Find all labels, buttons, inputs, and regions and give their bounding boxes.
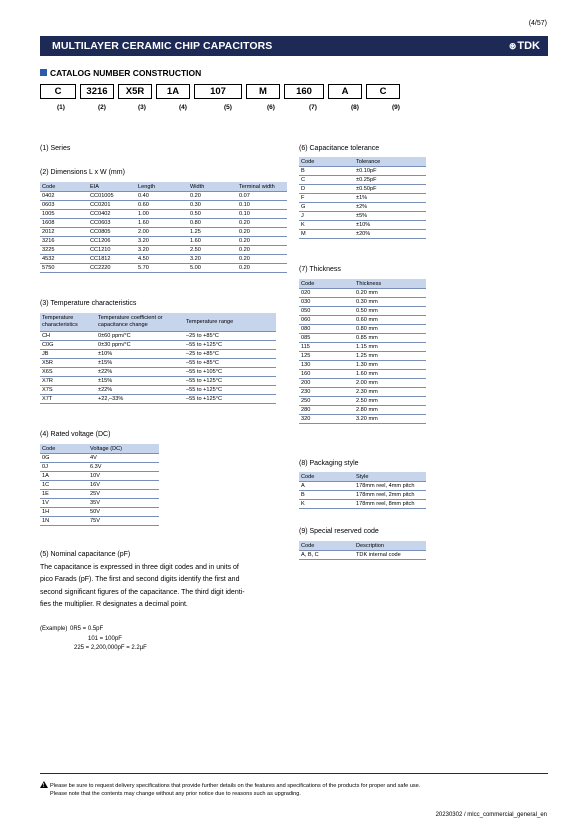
table-row bbox=[40, 192, 287, 201]
temperature-column-header: Temperature characteristics bbox=[40, 313, 96, 332]
table-row bbox=[299, 212, 426, 221]
dimensions-column-header: Width bbox=[188, 182, 237, 192]
temperature-cell: C0G bbox=[40, 341, 96, 350]
dimensions-table bbox=[40, 182, 287, 273]
series-title: (1) Series bbox=[40, 145, 71, 152]
table-row bbox=[40, 350, 276, 359]
voltage-cell: 0G bbox=[40, 454, 88, 463]
dimensions-cell: 0.40 bbox=[136, 192, 188, 201]
thickness-cell: 2.30 mm bbox=[354, 388, 426, 397]
temperature-cell: +22,–33% bbox=[96, 395, 184, 404]
tolerance-cell: ±0.10pF bbox=[354, 167, 426, 176]
nominal-line: fies the multiplier. R designates a decimal point. bbox=[40, 600, 188, 608]
dimensions-cell: CC01005 bbox=[88, 192, 136, 201]
catalog-part-tolerance: M bbox=[246, 84, 280, 99]
table-row bbox=[299, 361, 426, 370]
dimensions-cell: 5.00 bbox=[188, 264, 237, 273]
voltage-column-header: Code bbox=[40, 444, 88, 454]
table-row bbox=[299, 176, 426, 185]
thickness-cell: 1.60 mm bbox=[354, 370, 426, 379]
table-row bbox=[40, 472, 159, 481]
dimensions-cell: 0.10 bbox=[237, 210, 287, 219]
nominal-line: second significant figures of the capacitance. The third digit identi- bbox=[40, 588, 245, 596]
table-row bbox=[299, 325, 426, 334]
dimensions-cell: 4.50 bbox=[136, 255, 188, 264]
packaging-cell: 178mm reel, 2mm pitch bbox=[354, 491, 426, 500]
voltage-cell: 1A bbox=[40, 472, 88, 481]
catalog-label-8: (8) bbox=[351, 104, 359, 111]
dimensions-column-header: Terminal width bbox=[237, 182, 287, 192]
dimensions-cell: CC0402 bbox=[88, 210, 136, 219]
temperature-cell: –55 to +125°C bbox=[184, 386, 276, 395]
example-item: 0R5 = 0.5pF bbox=[70, 626, 104, 632]
temperature-cell: CH bbox=[40, 332, 96, 341]
tolerance-cell: G bbox=[299, 203, 354, 212]
thickness-cell: 0.20 mm bbox=[354, 289, 426, 298]
dimensions-cell: 0402 bbox=[40, 192, 88, 201]
dimensions-cell: 0.07 bbox=[237, 192, 287, 201]
example-label: (Example) bbox=[40, 626, 68, 632]
table-row bbox=[40, 490, 159, 499]
voltage-cell: 4V bbox=[88, 454, 159, 463]
voltage-cell: 6.3V bbox=[88, 463, 159, 472]
thickness-cell: 200 bbox=[299, 379, 354, 388]
thickness-cell: 2.80 mm bbox=[354, 406, 426, 415]
temperature-cell: –55 to +105°C bbox=[184, 368, 276, 377]
thickness-cell: 060 bbox=[299, 316, 354, 325]
page-title: MULTILAYER CERAMIC CHIP CAPACITORS bbox=[52, 40, 273, 52]
packaging-cell: A bbox=[299, 482, 354, 491]
packaging-table bbox=[299, 472, 426, 509]
document-id: 20230302 / mlcc_commercial_general_en bbox=[435, 812, 547, 818]
thickness-cell: 0.50 mm bbox=[354, 307, 426, 316]
dimensions-column-header: Length bbox=[136, 182, 188, 192]
thickness-title: (7) Thickness bbox=[299, 266, 341, 273]
table-row bbox=[299, 307, 426, 316]
tolerance-table bbox=[299, 157, 426, 239]
dimensions-cell: 1.25 bbox=[188, 228, 237, 237]
tolerance-cell: K bbox=[299, 221, 354, 230]
warning-icon bbox=[40, 781, 48, 788]
tdk-logo bbox=[509, 40, 540, 52]
special-cell: TDK internal code bbox=[354, 551, 426, 560]
table-row bbox=[40, 201, 287, 210]
dimensions-cell: 1005 bbox=[40, 210, 88, 219]
nominal-line: pico Farads (pF). The first and second digits identify the first and bbox=[40, 576, 240, 584]
thickness-cell: 050 bbox=[299, 307, 354, 316]
dimensions-cell: 2.50 bbox=[188, 246, 237, 255]
thickness-cell: 115 bbox=[299, 343, 354, 352]
tolerance-cell: ±1% bbox=[354, 194, 426, 203]
voltage-cell: 35V bbox=[88, 499, 159, 508]
dimensions-cell: CC0603 bbox=[88, 219, 136, 228]
voltage-cell: 1N bbox=[40, 517, 88, 526]
thickness-cell: 0.60 mm bbox=[354, 316, 426, 325]
thickness-column-header: Thickness bbox=[354, 279, 426, 289]
packaging-column-header: Code bbox=[299, 472, 354, 482]
dimensions-cell: CC0201 bbox=[88, 201, 136, 210]
dimensions-cell: CC0805 bbox=[88, 228, 136, 237]
header-bar bbox=[40, 36, 548, 56]
special-table bbox=[299, 541, 426, 560]
special-title: (9) Special reserved code bbox=[299, 528, 379, 535]
table-row bbox=[299, 551, 426, 560]
dimensions-cell: 1.60 bbox=[136, 219, 188, 228]
dimensions-cell: 3216 bbox=[40, 237, 88, 246]
temperature-cell: –25 to +85°C bbox=[184, 332, 276, 341]
temperature-cell: –55 to +125°C bbox=[184, 341, 276, 350]
section-title-text: CATALOG NUMBER CONSTRUCTION bbox=[50, 68, 202, 78]
example-item: 101 = 100pF bbox=[88, 635, 122, 642]
voltage-cell: 1E bbox=[40, 490, 88, 499]
voltage-cell: 16V bbox=[88, 481, 159, 490]
dimensions-column-header: Code bbox=[40, 182, 88, 192]
table-row bbox=[40, 237, 287, 246]
table-row bbox=[40, 255, 287, 264]
catalog-label-3: (3) bbox=[138, 104, 146, 111]
dimensions-cell: 3225 bbox=[40, 246, 88, 255]
footer-line-2: Please note that the contents may change without any prior notice due to reasons such as upgrading. bbox=[50, 791, 301, 797]
thickness-cell: 230 bbox=[299, 388, 354, 397]
tolerance-cell: ±20% bbox=[354, 230, 426, 239]
voltage-cell: 0J bbox=[40, 463, 88, 472]
tolerance-cell: D bbox=[299, 185, 354, 194]
table-row bbox=[299, 388, 426, 397]
table-row bbox=[299, 298, 426, 307]
dimensions-cell: 0.20 bbox=[237, 246, 287, 255]
voltage-cell: 50V bbox=[88, 508, 159, 517]
catalog-part-voltage: 1A bbox=[156, 84, 190, 99]
dimensions-cell: 1608 bbox=[40, 219, 88, 228]
table-row bbox=[299, 397, 426, 406]
table-row bbox=[299, 491, 426, 500]
table-row bbox=[40, 463, 159, 472]
dimensions-title: (2) Dimensions L x W (mm) bbox=[40, 169, 125, 176]
dimensions-cell: 0.50 bbox=[188, 210, 237, 219]
table-row bbox=[299, 289, 426, 298]
temperature-cell: 0±60 ppm/°C bbox=[96, 332, 184, 341]
tolerance-cell: ±5% bbox=[354, 212, 426, 221]
tdk-logo-text: TDK bbox=[517, 40, 540, 52]
dimensions-cell: 0.80 bbox=[188, 219, 237, 228]
temperature-cell: JB bbox=[40, 350, 96, 359]
packaging-cell: B bbox=[299, 491, 354, 500]
catalog-part-temperature: X5R bbox=[118, 84, 152, 99]
table-row bbox=[299, 370, 426, 379]
dimensions-cell: 0.30 bbox=[188, 201, 237, 210]
table-row bbox=[299, 343, 426, 352]
temperature-cell: –55 to +85°C bbox=[184, 359, 276, 368]
page-number: (4/57) bbox=[528, 20, 547, 27]
dimensions-cell: 2012 bbox=[40, 228, 88, 237]
dimensions-cell: 0.20 bbox=[237, 228, 287, 237]
table-row bbox=[299, 194, 426, 203]
dimensions-cell: CC1206 bbox=[88, 237, 136, 246]
voltage-cell: 10V bbox=[88, 472, 159, 481]
temperature-cell: X7R bbox=[40, 377, 96, 386]
temperature-cell: ±10% bbox=[96, 350, 184, 359]
tolerance-cell: ±0.25pF bbox=[354, 176, 426, 185]
catalog-part-series: C bbox=[40, 84, 76, 99]
tolerance-cell: J bbox=[299, 212, 354, 221]
catalog-part-special: C bbox=[366, 84, 400, 99]
temperature-cell: 0±30 ppm/°C bbox=[96, 341, 184, 350]
thickness-cell: 280 bbox=[299, 406, 354, 415]
table-row bbox=[40, 368, 276, 377]
table-row bbox=[299, 379, 426, 388]
tolerance-cell: M bbox=[299, 230, 354, 239]
packaging-column-header: Style bbox=[354, 472, 426, 482]
thickness-cell: 1.30 mm bbox=[354, 361, 426, 370]
footer-line-1: Please be sure to request delivery specifications that provide further details on the features and specifications of the products for proper and safe use. bbox=[50, 783, 421, 789]
temperature-column-header: Temperature range bbox=[184, 313, 276, 332]
catalog-label-6: (6) bbox=[267, 104, 275, 111]
dimensions-cell: 0.20 bbox=[237, 219, 287, 228]
table-row bbox=[40, 454, 159, 463]
table-row bbox=[40, 499, 159, 508]
table-row bbox=[299, 203, 426, 212]
temperature-cell: X7T bbox=[40, 395, 96, 404]
temperature-cell: –25 to +85°C bbox=[184, 350, 276, 359]
table-row bbox=[299, 334, 426, 343]
tolerance-cell: F bbox=[299, 194, 354, 203]
tdk-logo-icon: ⊛ bbox=[508, 41, 517, 51]
footer-note bbox=[40, 781, 420, 798]
thickness-cell: 1.15 mm bbox=[354, 343, 426, 352]
dimensions-cell: 0.60 bbox=[136, 201, 188, 210]
footer-divider bbox=[40, 773, 548, 774]
thickness-cell: 085 bbox=[299, 334, 354, 343]
nominal-description bbox=[40, 562, 300, 611]
tolerance-column-header: Tolerance bbox=[354, 157, 426, 167]
special-column-header: Description bbox=[354, 541, 426, 551]
dimensions-cell: 0.20 bbox=[237, 237, 287, 246]
table-row bbox=[40, 395, 276, 404]
packaging-cell: 178mm reel, 4mm pitch bbox=[354, 482, 426, 491]
example-list bbox=[69, 625, 179, 654]
catalog-part-packaging: A bbox=[328, 84, 362, 99]
catalog-part-dimensions: 3216 bbox=[80, 84, 114, 99]
table-row bbox=[40, 517, 159, 526]
packaging-title: (8) Packaging style bbox=[299, 460, 359, 467]
dimensions-cell: 5750 bbox=[40, 264, 88, 273]
dimensions-cell: 3.20 bbox=[136, 237, 188, 246]
thickness-cell: 080 bbox=[299, 325, 354, 334]
table-row bbox=[40, 341, 276, 350]
voltage-cell: 1V bbox=[40, 499, 88, 508]
table-row bbox=[299, 221, 426, 230]
thickness-cell: 2.00 mm bbox=[354, 379, 426, 388]
thickness-column-header: Code bbox=[299, 279, 354, 289]
packaging-cell: 178mm reel, 8mm pitch bbox=[354, 500, 426, 509]
temperature-cell: ±15% bbox=[96, 377, 184, 386]
tolerance-cell: ±10% bbox=[354, 221, 426, 230]
table-row bbox=[299, 500, 426, 509]
catalog-part-thickness: 160 bbox=[284, 84, 324, 99]
thickness-cell: 250 bbox=[299, 397, 354, 406]
temperature-cell: ±22% bbox=[96, 368, 184, 377]
catalog-label-2: (2) bbox=[98, 104, 106, 111]
catalog-label-4: (4) bbox=[179, 104, 187, 111]
dimensions-cell: 3.20 bbox=[188, 255, 237, 264]
dimensions-cell: 1.00 bbox=[136, 210, 188, 219]
tolerance-title: (6) Capacitance tolerance bbox=[299, 145, 380, 152]
voltage-table bbox=[40, 444, 159, 526]
temperature-column-header: Temperature coefficient or capacitance change bbox=[96, 313, 184, 332]
table-row bbox=[40, 332, 276, 341]
thickness-cell: 160 bbox=[299, 370, 354, 379]
temperature-cell: X6S bbox=[40, 368, 96, 377]
temperature-cell: X7S bbox=[40, 386, 96, 395]
table-row bbox=[40, 386, 276, 395]
thickness-cell: 125 bbox=[299, 352, 354, 361]
catalog-label-9: (9) bbox=[392, 104, 400, 111]
temperature-cell: –55 to +125°C bbox=[184, 377, 276, 386]
dimensions-cell: 0.20 bbox=[188, 192, 237, 201]
table-row bbox=[299, 167, 426, 176]
thickness-cell: 0.30 mm bbox=[354, 298, 426, 307]
thickness-cell: 2.50 mm bbox=[354, 397, 426, 406]
special-column-header: Code bbox=[299, 541, 354, 551]
dimensions-cell: CC1812 bbox=[88, 255, 136, 264]
dimensions-cell: 5.70 bbox=[136, 264, 188, 273]
temperature-cell: ±15% bbox=[96, 359, 184, 368]
table-row bbox=[40, 246, 287, 255]
tolerance-cell: ±2% bbox=[354, 203, 426, 212]
nominal-title: (5) Nominal capacitance (pF) bbox=[40, 551, 131, 558]
catalog-part-capacitance: 107 bbox=[194, 84, 242, 99]
dimensions-cell: CC2220 bbox=[88, 264, 136, 273]
voltage-cell: 25V bbox=[88, 490, 159, 499]
nominal-line: The capacitance is expressed in three digit codes and in units of bbox=[40, 564, 239, 571]
tolerance-column-header: Code bbox=[299, 157, 354, 167]
table-row bbox=[40, 210, 287, 219]
tolerance-cell: ±0.50pF bbox=[354, 185, 426, 194]
table-row bbox=[299, 415, 426, 424]
dimensions-cell: 0603 bbox=[40, 201, 88, 210]
thickness-table bbox=[299, 279, 426, 424]
catalog-label-7: (7) bbox=[309, 104, 317, 111]
voltage-title: (4) Rated voltage (DC) bbox=[40, 431, 111, 438]
tolerance-cell: C bbox=[299, 176, 354, 185]
temperature-cell: –55 to +125°C bbox=[184, 395, 276, 404]
packaging-cell: K bbox=[299, 500, 354, 509]
thickness-cell: 0.85 mm bbox=[354, 334, 426, 343]
dimensions-column-header: EIA bbox=[88, 182, 136, 192]
voltage-cell: 1H bbox=[40, 508, 88, 517]
thickness-cell: 0.80 mm bbox=[354, 325, 426, 334]
thickness-cell: 020 bbox=[299, 289, 354, 298]
dimensions-cell: 1.60 bbox=[188, 237, 237, 246]
dimensions-cell: CC1210 bbox=[88, 246, 136, 255]
catalog-number-row bbox=[40, 84, 404, 101]
table-row bbox=[299, 185, 426, 194]
table-row bbox=[40, 377, 276, 386]
dimensions-cell: 0.20 bbox=[237, 255, 287, 264]
catalog-label-1: (1) bbox=[57, 104, 65, 111]
dimensions-cell: 4532 bbox=[40, 255, 88, 264]
temperature-title: (3) Temperature characteristics bbox=[40, 300, 137, 307]
thickness-cell: 130 bbox=[299, 361, 354, 370]
table-row bbox=[40, 228, 287, 237]
table-row bbox=[40, 508, 159, 517]
table-row bbox=[40, 359, 276, 368]
tolerance-cell: B bbox=[299, 167, 354, 176]
temperature-table bbox=[40, 313, 276, 404]
dimensions-cell: 2.00 bbox=[136, 228, 188, 237]
voltage-cell: 1C bbox=[40, 481, 88, 490]
temperature-cell: ±22% bbox=[96, 386, 184, 395]
table-row bbox=[299, 230, 426, 239]
dimensions-cell: 0.20 bbox=[237, 264, 287, 273]
table-row bbox=[40, 264, 287, 273]
table-row bbox=[40, 481, 159, 490]
table-row bbox=[299, 482, 426, 491]
thickness-cell: 320 bbox=[299, 415, 354, 424]
dimensions-cell: 3.20 bbox=[136, 246, 188, 255]
section-title bbox=[40, 68, 201, 78]
table-row bbox=[299, 406, 426, 415]
table-row bbox=[299, 316, 426, 325]
dimensions-cell: 0.10 bbox=[237, 201, 287, 210]
special-cell: A, B, C bbox=[299, 551, 354, 560]
table-row bbox=[299, 352, 426, 361]
temperature-cell: X5R bbox=[40, 359, 96, 368]
voltage-column-header: Voltage (DC) bbox=[88, 444, 159, 454]
thickness-cell: 030 bbox=[299, 298, 354, 307]
example-item: 225 = 2,200,000pF = 2.2µF bbox=[74, 645, 147, 651]
square-bullet-icon bbox=[40, 69, 47, 76]
voltage-cell: 75V bbox=[88, 517, 159, 526]
thickness-cell: 1.25 mm bbox=[354, 352, 426, 361]
catalog-label-5: (5) bbox=[224, 104, 232, 111]
thickness-cell: 3.20 mm bbox=[354, 415, 426, 424]
table-row bbox=[40, 219, 287, 228]
